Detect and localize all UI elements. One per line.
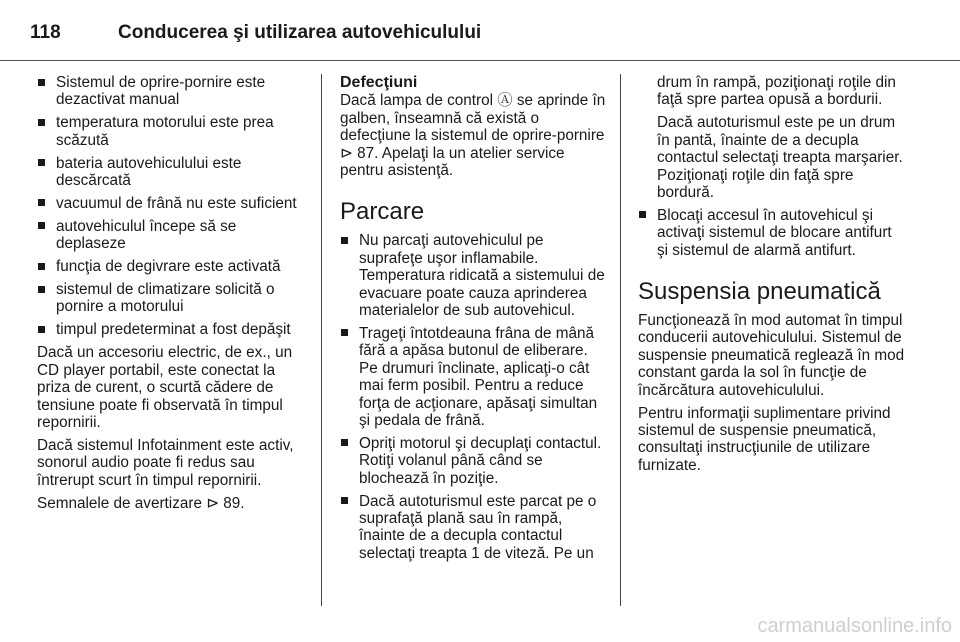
conditions-list bbox=[37, 74, 305, 339]
heading-defectiuni: Defecţiuni bbox=[340, 74, 418, 91]
list-item: funcţia de degivrare este activată bbox=[37, 258, 305, 275]
column-divider bbox=[620, 74, 621, 606]
page-title: Conducerea şi utilizarea autovehiculului bbox=[118, 22, 482, 43]
list-item: timpul predeterminat a fost depăşit bbox=[37, 321, 305, 338]
paragraph: Dacă lampa de control Ⓐ se aprinde în galben, înseamnă că există o defecţiune la sistemul de oprire-pornire ⊳ 87. Apelaţi la un atelier service pentru asistenţă. bbox=[340, 92, 606, 180]
list-item: Sistemul de oprire-pornire este dezactivat manual bbox=[37, 74, 305, 109]
paragraph: Pentru informaţii suplimentare privind sistemul de suspensie pneumatică, consultaţi instrucţiunile de utilizare furnizate. bbox=[638, 404, 891, 474]
column-divider bbox=[321, 74, 322, 606]
list-item: bateria autovehiculului este descărcată bbox=[37, 155, 305, 190]
warning-reference: Semnalele de avertizare ⊳ 89. bbox=[37, 494, 245, 512]
list-item: Trageţi întotdeauna frâna de mână fără a apăsa butonul de eliberare. Pe drumuri înclinate, aplicaţi-o cât mai ferm posibil. Pentru a reduce forţa de acţionare, apăsaţi simultan şi pedala de frână. bbox=[340, 325, 608, 429]
list-item: temperatura motorului este prea scăzută bbox=[37, 114, 305, 149]
list-item: sistemul de climatizare solicită o pornire a motorului bbox=[37, 281, 305, 316]
list-item: Nu parcaţi autovehiculul pe suprafeţe uşor inflamabile. Temperatura ridicată a sistemului de evacuare poate cauza aprinderea materialelor de sub autovehicul. bbox=[340, 232, 608, 319]
page-number: 118 bbox=[30, 22, 61, 43]
paragraph: Dacă un accesoriu electric, de ex., un CD player portabil, este conectat la priza de curent, o scurtă cădere de tensiune poate fi observată în timpul repornirii. bbox=[37, 344, 293, 431]
column-middle bbox=[340, 74, 608, 568]
column-right bbox=[638, 74, 906, 480]
paragraph: Dacă autoturismul este pe un drum în pantă, înainte de a decupla contactul selectaţi treapta marşarier. Poziţionaţi roţile din faţă spre bordură. bbox=[657, 114, 903, 201]
list-item: Dacă autoturismul este parcat pe o suprafaţă plană sau în rampă, înainte de a decupla contactul selectaţi treapta 1 de viteză. Pe un bbox=[340, 493, 608, 563]
header-divider bbox=[0, 60, 960, 61]
list-item: autovehiculul începe să se deplaseze bbox=[37, 218, 305, 253]
paragraph: Funcţionează în mod automat în timpul conducerii autovehiculului. Sistemul de suspensie pneumatică reglează în mod constant garda la sol în funcţie de încărcătura autovehiculului. bbox=[638, 312, 905, 399]
paragraph: drum în rampă, poziţionaţi roţile din faţă spre partea opusă a bordurii. bbox=[657, 74, 896, 109]
list-item: Blocaţi accesul în autovehicul şi activaţi sistemul de blocare antifurt şi sistemul de alarmă antifurt. bbox=[638, 207, 906, 259]
column-left bbox=[37, 74, 305, 517]
heading-parcare: Parcare bbox=[340, 198, 425, 226]
list-item: Opriţi motorul şi decuplaţi contactul. Rotiţi volanul până când se blochează în poziţie. bbox=[340, 435, 608, 487]
heading-suspensia: Suspensia pneumatică bbox=[638, 278, 881, 306]
list-item: vacuumul de frână nu este suficient bbox=[37, 195, 305, 212]
parking-list bbox=[340, 232, 608, 562]
watermark: carmanualsonline.info bbox=[757, 615, 952, 637]
parking-list-cont bbox=[638, 207, 906, 259]
paragraph: Dacă sistemul Infotainment este activ, sonorul audio poate fi redus sau întrerupt scurt în timpul repornirii. bbox=[37, 436, 294, 489]
page-header bbox=[30, 8, 930, 58]
